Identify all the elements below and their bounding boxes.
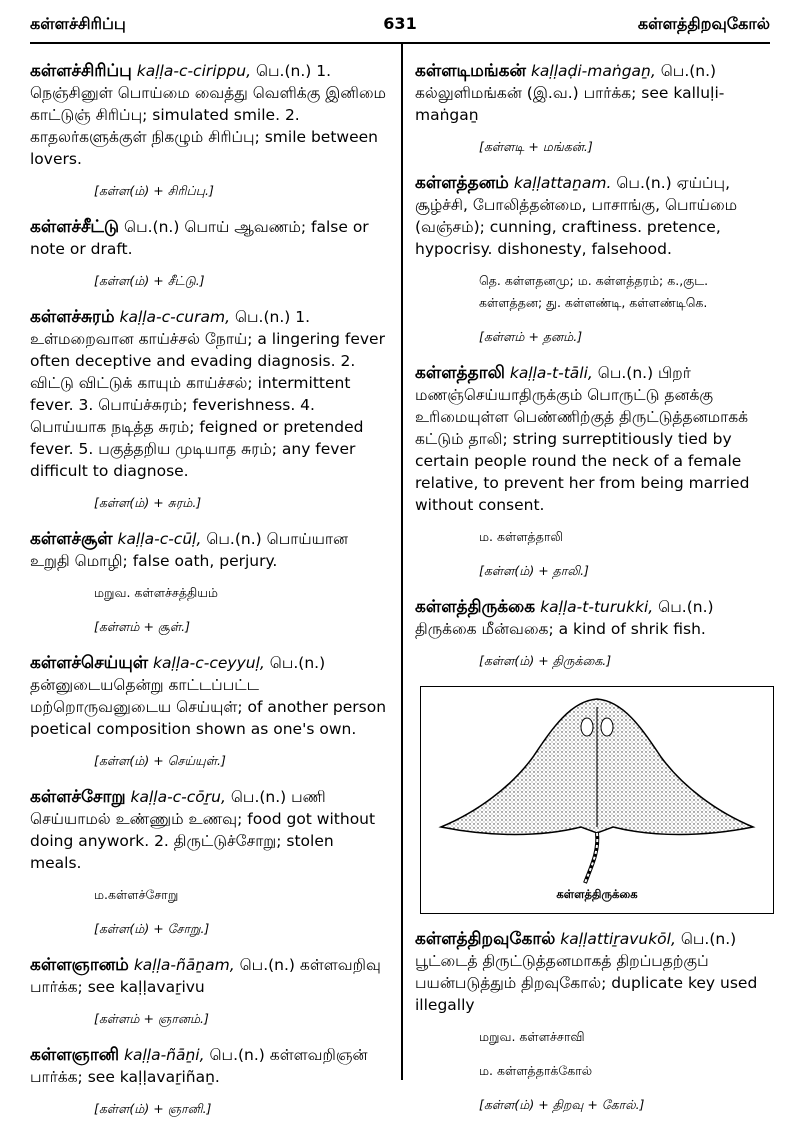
transliteration: kaḷḷa-c-cūḷ, xyxy=(117,530,202,548)
transliteration: kaḷḷa-c-curam, xyxy=(119,308,231,326)
transliteration: kaḷḷattaṉam. xyxy=(513,174,612,192)
cognate-note: ம. கள்ளத்தாக்கோல் xyxy=(479,1063,593,1078)
definition: பெ.(n.) பொய்யான உறுதி மொழி; false oath, perjury. xyxy=(30,530,349,570)
figure-caption: கள்ளத்திருக்கை xyxy=(556,887,638,901)
definition: பெ.(n.) ஏய்ப்பு, சூழ்ச்சி, போலித்தன்மை, பாசாங்கு, பொய்மை (வஞ்சம்); cunning, craftiness. pretence, hypocrisy. dishonesty, falsehood. xyxy=(415,174,738,258)
headword: கள்ளஞானி xyxy=(30,1045,120,1065)
transliteration: kaḷḷaḍi-maṅgaṉ, xyxy=(530,62,656,80)
definition: பெ.(n.) 1. உள்மறைவான காய்ச்சல் நோய்; a lingering fever often deceptive and evading diagnosis. 2. விட்டு விட்டுக் காயும் காய்ச்சல்; intermittent fever. 3. பொய்ச்சுரம்; feverishness. 4. பொய்யாக நடித்த சுரம்; feigned or pretended fever. 5. பகுத்தறிய முடியாத சுரம்; any fever difficult to diagnose. xyxy=(30,308,385,480)
transliteration: kaḷḷa-c-cōṟu, xyxy=(130,788,226,806)
definition: பெ.(n.) பிறர் மணஞ்செய்யாதிருக்கும் பொருட்டு தனக்கு உரிமையுள்ள பெண்ணிற்குத் திருட்டுத்தனமாகக் கட்டும் தாலி; string surreptitiously tied by certain people round the neck of a female relative, to prevent her from being married without consent. xyxy=(415,364,750,514)
derivation: [கள்ள(ம்) + திருக்கை.] xyxy=(479,653,612,668)
dictionary-entry xyxy=(30,786,390,940)
derivation: [கள்ளம் + ஞானம்.] xyxy=(94,1011,209,1026)
transliteration: kaḷḷa-ñāṉi, xyxy=(123,1046,205,1064)
headword: கள்ளச்சூள் xyxy=(30,529,113,549)
definition: பெ.(n.) திருக்கை மீன்வகை; a kind of shrik fish. xyxy=(415,598,714,638)
dictionary-entry xyxy=(30,306,390,514)
definition: பெ.(n.) தன்னுடையதென்று காட்டப்பட்ட மற்றொருவனுடைய செய்யுள்; of another person poetical composition shown as one's own. xyxy=(30,654,387,738)
cognate-note: மறுவ. கள்ளச்சத்தியம் xyxy=(94,585,218,600)
page-number: 631 xyxy=(383,14,417,33)
transliteration: kaḷḷa-c-ceyyuḷ, xyxy=(153,654,265,672)
column-divider xyxy=(401,44,403,1080)
derivation: [கள்ள(ம்) + செய்யுள்.] xyxy=(94,753,226,768)
dictionary-entry xyxy=(30,1044,390,1120)
transliteration: kaḷḷa-ñāṉam, xyxy=(133,956,235,974)
definition: பெ.(n.) பூட்டைத் திருட்டுத்தனமாகத் திறப்பதற்குப் பயன்படுத்தும் திறவுகோல்; duplicate key used illegally xyxy=(415,930,758,1014)
dictionary-entry xyxy=(30,954,390,1030)
dictionary-entry xyxy=(30,528,390,638)
dictionary-entry xyxy=(415,596,775,672)
definition: பெ.(n.) பணி செய்யாமல் உண்ணும் உணவு; food got without doing anywork. 2. திருட்டுச்சோறு; stolen meals. xyxy=(30,788,376,872)
dictionary-entry xyxy=(415,60,775,158)
derivation: [கள்ள(ம்) + சுரம்.] xyxy=(94,495,202,510)
definition: பெ.(n.) கல்லுளிமங்கன் (இ.வ.) பார்க்க; see kalluḷi-maṅgaṉ xyxy=(415,62,725,124)
headword: கள்ளச்சுரம் xyxy=(30,307,115,327)
headword: கள்ளஞானம் xyxy=(30,955,129,975)
transliteration: kaḷḷa-t-tāli, xyxy=(509,364,593,382)
dictionary-entry xyxy=(30,216,390,292)
cognate-note: தெ. கள்ளதனமு; ம. கள்ளத்தரம்; க.,குட. கள்ளத்தன; து. கள்ளண்டி, கள்ளண்டிகெ. xyxy=(479,273,709,310)
right-guide-word: கள்ளத்திறவுகோல் xyxy=(637,14,770,33)
definition: பெ.(n.) கள்ளவறிஞன் பார்க்க; see kaḷḷavaṟiñaṉ. xyxy=(30,1046,368,1086)
headword: கள்ளடிமங்கன் xyxy=(415,61,527,81)
right-column xyxy=(415,60,775,1130)
transliteration: kaḷḷa-c-cirippu, xyxy=(136,62,251,80)
dictionary-entry xyxy=(415,362,775,582)
left-guide-word: கள்ளச்சிரிப்பு xyxy=(30,14,126,33)
derivation: [கள்ள(ம்) + திறவு + கோல்.] xyxy=(479,1097,645,1112)
dictionary-entry xyxy=(30,652,390,772)
transliteration: kaḷḷattiṟavukōl, xyxy=(560,930,676,948)
dictionary-entry xyxy=(415,172,775,348)
definition: பெ.(n.) கள்ளவறிவு பார்க்க; see kaḷḷavaṟivu xyxy=(30,956,381,996)
dictionary-entry xyxy=(415,928,775,1116)
headword: கள்ளச்சோறு xyxy=(30,787,126,807)
header-rule xyxy=(30,42,770,44)
stingray-illustration xyxy=(420,686,774,914)
definition: பெ.(n.) பொய் ஆவணம்; false or note or draft. xyxy=(30,218,369,258)
transliteration: kaḷḷa-t-turukki, xyxy=(540,598,654,616)
derivation: [கள்ள(ம்) + சோறு.] xyxy=(94,921,210,936)
page-header xyxy=(30,14,770,40)
cognate-note: மறுவ. கள்ளச்சாவி xyxy=(479,1029,585,1044)
headword: கள்ளச்சீட்டு xyxy=(30,217,120,237)
cognate-note: ம. கள்ளத்தாலி xyxy=(479,529,564,544)
headword: கள்ளத்தாலி xyxy=(415,363,505,383)
headword: கள்ளத்தனம் xyxy=(415,173,509,193)
derivation: [கள்ளடி + மங்கன்.] xyxy=(479,139,593,154)
definition: பெ.(n.) 1. நெஞ்சினுள் பொய்மை வைத்து வெளிக்கு இனிமை காட்டுஞ் சிரிப்பு; simulated smile. 2. காதலர்களுக்குள் நிகழும் சிரிப்பு; smile between lovers. xyxy=(30,62,387,168)
derivation: [கள்ள(ம்) + சீட்டு.] xyxy=(94,273,205,288)
derivation: [கள்ள(ம்) + சிரிப்பு.] xyxy=(94,183,214,198)
headword: கள்ளத்திறவுகோல் xyxy=(415,929,556,949)
headword: கள்ளத்திருக்கை xyxy=(415,597,536,617)
derivation: [கள்ள(ம்) + ஞானி.] xyxy=(94,1101,212,1116)
cognate-note: ம.கள்ளச்சோறு xyxy=(94,887,179,902)
headword: கள்ளச்சிரிப்பு xyxy=(30,61,132,81)
left-column xyxy=(30,60,390,1134)
derivation: [கள்ள(ம்) + தாலி.] xyxy=(479,563,589,578)
dictionary-entry xyxy=(30,60,390,202)
headword: கள்ளச்செய்யுள் xyxy=(30,653,149,673)
stingray-drawing xyxy=(421,687,773,913)
derivation: [கள்ளம் + தனம்.] xyxy=(479,329,583,344)
derivation: [கள்ளம் + சூள்.] xyxy=(94,619,191,634)
